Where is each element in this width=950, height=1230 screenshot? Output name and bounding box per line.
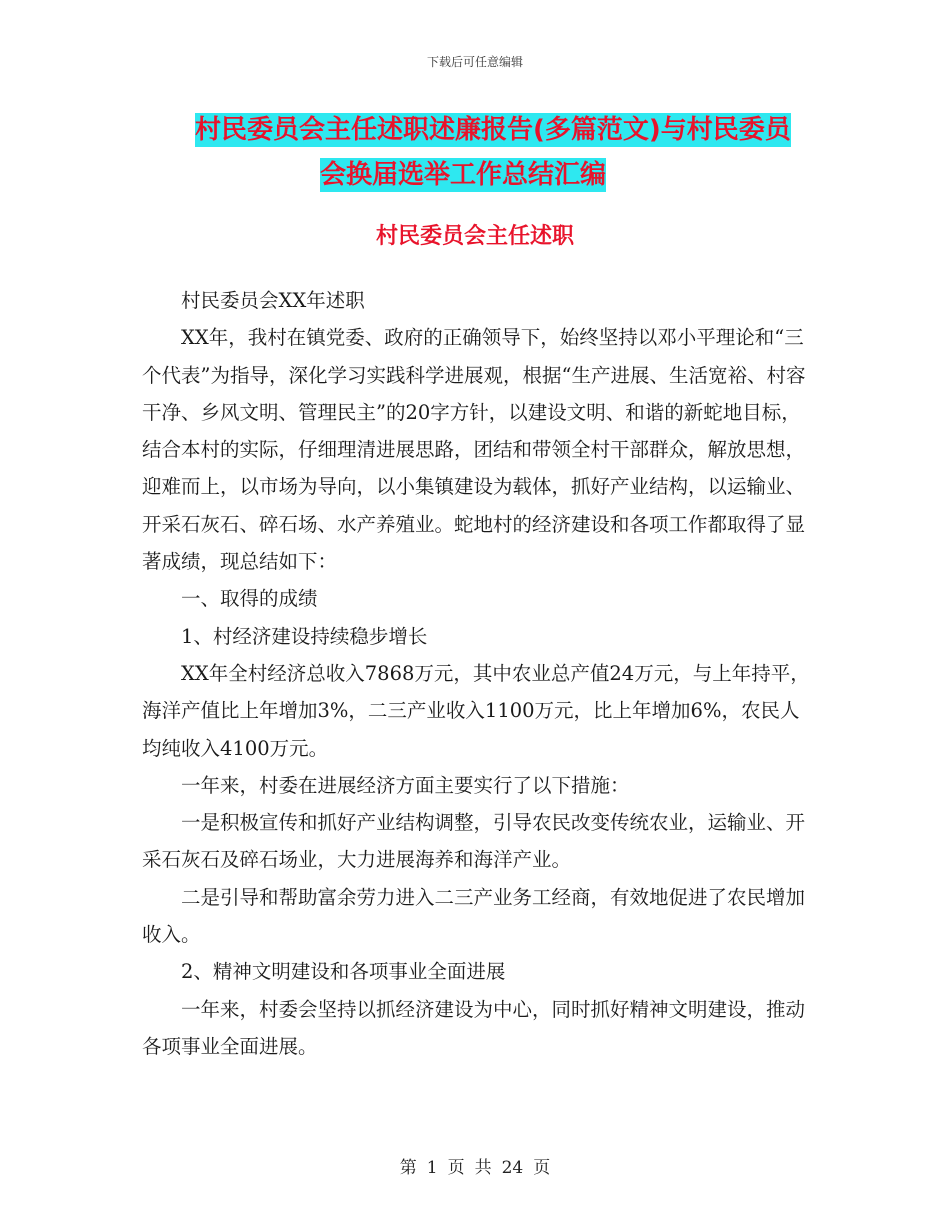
paragraph: 1、村经济建设持续稳步增长 <box>181 624 428 648</box>
paragraph: 一年来，村委会坚持以抓经济建设为中心，同时抓好精神文明建设，推动各项事业全面进展。 <box>142 997 806 1058</box>
total-pages: 24 <box>501 1158 524 1178</box>
page-number: 1 <box>426 1158 438 1178</box>
paragraph: 一、取得的成绩 <box>181 587 318 611</box>
header-note: 下载后可任意编辑 <box>426 55 523 69</box>
footer-prefix: 第 <box>399 1158 417 1178</box>
section-title: 村民委员会主任述职 <box>375 224 574 249</box>
paragraph: 二是引导和帮助富余劳力进入二三产业务工经商，有效地促进了农民增加收入。 <box>142 885 806 947</box>
page-footer <box>0 1153 950 1178</box>
footer-page-unit: 页 <box>447 1158 465 1178</box>
title-line-2: 会换届选举工作总结汇编 <box>320 160 607 190</box>
footer-total-unit: 页 <box>533 1158 551 1178</box>
paragraph: 村民委员会XX年述职 <box>181 289 365 312</box>
paragraph: XX年，我村在镇党委、政府的正确领导下，始终坚持以邓小平理论和“三个代表”为指导，深化学习实践科学进展观，根据“生产进展、生活宽裕、村容干净、乡风文明、管理民主”的20字方针，以建设文明、和谐的新蛇地目标，结合本村的实际，仔细理清进展思路，团结和带领全村干部群众，解放思想，迎难而上，以市场为导向，以小集镇建设为载体，抓好产业结构，以运输业、开采石灰石、碎石场、水产养殖业。蛇地村的经济建设和各项工作都取得了显著成绩，现总结如下： <box>142 326 806 574</box>
paragraph: 2、精神文明建设和各项事业全面进展 <box>181 960 506 984</box>
footer-total-prefix: 共 <box>474 1158 492 1178</box>
body-text <box>142 282 812 1065</box>
paragraph: XX年全村经济总收入7868万元，其中农业总产值24万元，与上年持平，海洋产值比上年增加3%，二三产业收入1100万元，比上年增加6%，农民人均纯收入4100万元。 <box>142 661 810 760</box>
document-title <box>150 108 830 198</box>
title-line-1: 村民委员会主任述职述廉报告(多篇范文)与村民委员 <box>195 115 791 145</box>
paragraph: 一年来，村委在进展经济方面主要实行了以下措施： <box>181 773 630 797</box>
paragraph: 一是积极宣传和抓好产业结构调整，引导农民改变传统农业，运输业、开采石灰石及碎石场业，大力进展海养和海洋产业。 <box>142 811 806 872</box>
